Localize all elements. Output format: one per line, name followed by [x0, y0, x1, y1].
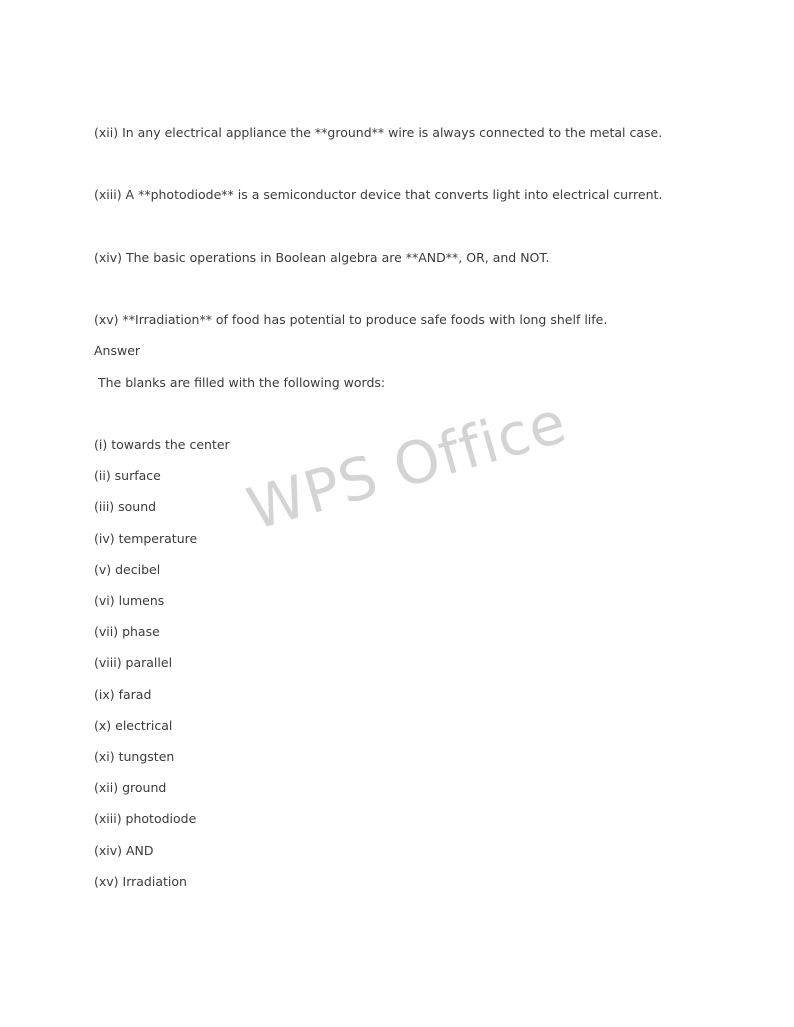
answer-item: (iii) sound: [94, 499, 157, 514]
statement-xiii: (xiii) A **photodiode** is a semiconductor device that converts light into electrical current.: [94, 187, 663, 202]
answer-item: (vii) phase: [94, 624, 160, 639]
answer-item: (ii) surface: [94, 468, 161, 483]
statement-xii: (xii) In any electrical appliance the **ground** wire is always connected to the metal case.: [94, 125, 663, 140]
answer-item: (x) electrical: [94, 718, 173, 733]
statement-xv: (xv) **Irradiation** of food has potential to produce safe foods with long shelf life.: [94, 312, 608, 327]
answer-item: (i) towards the center: [94, 437, 230, 452]
answer-item: (xiv) AND: [94, 843, 154, 858]
answer-item: (viii) parallel: [94, 655, 173, 670]
watermark: WPS Office: [240, 387, 574, 544]
answer-item: (v) decibel: [94, 562, 161, 577]
statement-xiv: (xiv) The basic operations in Boolean algebra are **AND**, OR, and NOT.: [94, 250, 550, 265]
answer-item: (xi) tungsten: [94, 749, 175, 764]
answer-item: (ix) farad: [94, 687, 152, 702]
answer-heading: Answer: [94, 343, 141, 358]
answer-item: (xii) ground: [94, 780, 167, 795]
answer-item: (iv) temperature: [94, 531, 198, 546]
answer-item: (xiii) photodiode: [94, 811, 197, 826]
answer-item: (vi) lumens: [94, 593, 165, 608]
answer-intro: The blanks are filled with the following words:: [94, 375, 386, 390]
answer-item: (xv) Irradiation: [94, 874, 187, 889]
